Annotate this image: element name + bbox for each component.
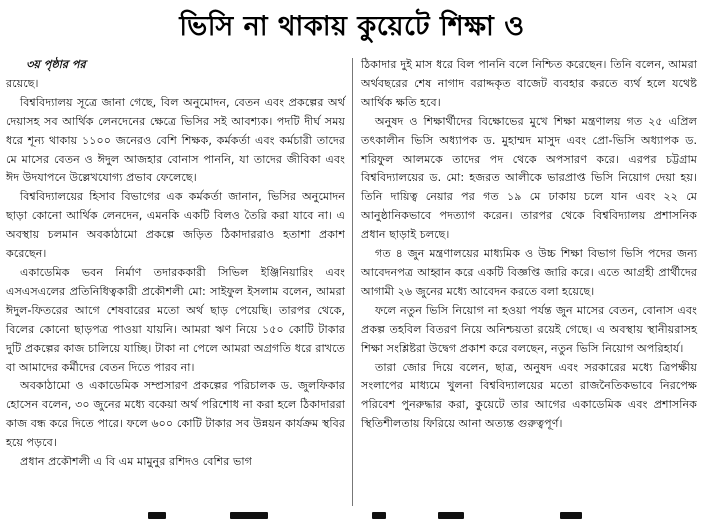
paragraph: একাডেমিক ভবন নির্মাণ তদারককারী সিভিল ইঞ্জিনিয়ারিং এবং এসএসএলের প্রতিনিধিত্বকারী প্রকৌশলী মো: সাইফুল ইসলাম বলেন, আমরা ঈদুল-ফিতরের আগে শেষবারের মতো অর্থ ছাড় পেয়েছি। তারপর থেকে, বিলের কোনো ছাড়পত্র পাওয়া যায়নি। আমরা ঋণ নিয়ে ১৫০ কোটি টাকার দুটি প্রকল্পের কাজ চালিয়ে যাচ্ছি। টাকা না পেলে আমরা অগ্রগতি ধরে রাখতে বা আমাদের কর্মীদের বেতন দিতে পারব না। — [6, 265, 345, 374]
paragraph: গত ৪ জুন মন্ত্রণালয়ের মাধ্যমিক ও উচ্চ শিক্ষা বিভাগ ভিসি পদের জন্য আবেদনপত্র আহ্বান করে একটি বিজ্ঞপ্তি জারি করে। এতে আগ্রহী প্রার্থীদের আগামী ২৬ জুনের মধ্যে আবেদন করতে বলা হয়েছে। — [361, 247, 697, 298]
cropped-next-headline — [0, 508, 704, 519]
paragraph: ফলে নতুন ভিসি নিয়োগ না হওয়া পর্যন্ত জুন মাসের বেতন, বোনাস এবং প্রকল্প তহবিল বিতরণ নিয়ে অনিশ্চয়তা রয়েই গেছে। এ অবস্থায় স্থানীয়রাসহ শিক্ষা সংশ্লিষ্টরা উদ্বেগ প্রকাশ করে বলছেন, নতুন ভিসি নিয়োগ অপরিহার্য। — [361, 303, 697, 355]
continuation-note: ৩য় পৃষ্ঠার পর — [26, 58, 86, 71]
paragraph: বিশ্ববিদ্যালয়ের হিসাব বিভাগের এক কর্মকর্তা জানান, ভিসির অনুমোদন ছাড়া কোনো আর্থিক লেনদেন, এমনকি একটি বিলও তৈরি করা যাবে না। এ অবস্থায় চলমান অবকাঠামো প্রকল্পে জড়িত ঠিকাদাররাও হতাশা প্রকাশ করেছেন। — [6, 190, 345, 261]
paragraph: প্রধান প্রকৌশলী এ বি এম মামুনুর রশিদও বেশির ভাগ — [20, 455, 252, 469]
left-column — [6, 56, 345, 472]
column-divider — [352, 58, 353, 506]
right-column — [361, 56, 697, 434]
paragraph: বিশ্ববিদ্যালয় সূত্রে জানা গেছে, বিল অনুমোদন, বেতন এবং প্রকল্পের অর্থ দেয়াসহ সব আর্থিক লেনদেনের ক্ষেত্রে ভিসির সই আবশ্যক। পদটি দীর্ঘ সময় ধরে শূন্য থাকায় ১১০০ জনেরও বেশি শিক্ষক, কর্মকর্তা এবং কর্মচারী তাদের মে মাসের বেতন ও ঈদুল আজহার বোনাস পাননি, যা তাদের জীবিকা এবং ঈদ উদযাপনে উল্লেখযোগ্য প্রভাব ফেলেছে। — [6, 95, 345, 185]
paragraph: ঠিকাদার দুই মাস ধরে বিল পাননি বলে নিশ্চিত করেছেন। তিনি বলেন, আমরা অর্থবছরের শেষ নাগাদ বরাদ্দকৃত বাজেট ব্যবহার করতে ব্যর্থ হলে যথেষ্ট আর্থিক ক্ষতি হবে। — [361, 58, 697, 109]
paragraph: অবকাঠামো ও একাডেমিক সম্প্রসারণ প্রকল্পের পরিচালক ড. জুলফিকার হোসেন বলেন, ৩০ জুনের মধ্যে বকেয়া অর্থ পরিশোধ না করা হলে ঠিকাদাররা কাজ বন্ধ করে দিতে পারে। ফলে ৬০০ কোটি টাকার সব উন্নয়ন কার্যক্রম স্থবির হয়ে পড়বে। — [6, 379, 345, 450]
paragraph: রয়েছে। — [6, 76, 39, 90]
paragraph: অনুষদ ও শিক্ষার্থীদের বিক্ষোভের মুখে শিক্ষা মন্ত্রণালয় গত ২৫ এপ্রিল তৎকালীন ভিসি অধ্যাপক ড. মুহাম্মদ মাসুদ এবং প্রো-ভিসি অধ্যাপক ড. শরিফুল আলমকে তাদের পদ থেকে অপসারণ করে। এরপর চট্টগ্রাম বিশ্ববিদ্যালয়ের ড. মো: হজরত আলীকে ভারপ্রাপ্ত ভিসি নিয়োগ দেয়া হয়। তিনি দায়িত্ব নেয়ার পর গত ১৯ মে ঢাকায় চলে যান এবং ২২ মে আনুষ্ঠানিকভাবে পদত্যাগ করেন। তারপর থেকে বিশ্ববিদ্যালয় প্রশাসনিক প্রধান ছাড়াই চলছে। — [361, 114, 697, 242]
headline: ভিসি না থাকায় কুয়েটে শিক্ষা ও — [179, 11, 525, 42]
paragraph: তারা জোর দিয়ে বলেন, ছাত্র, অনুষদ এবং সরকারের মধ্যে ত্রিপক্ষীয় সংলাপের মাধ্যমে খুলনা বিশ্ববিদ্যালয়ের মতো রাজনৈতিকভাবে নিরপেক্ষ পরিবেশ পুনরুদ্ধার করা, কুয়েটে তার আগের একাডেমিক এবং প্রশাসনিক স্থিতিশীলতায় ফিরিয়ে আনা অত্যন্ত গুরুত্বপূর্ণ। — [361, 360, 697, 431]
